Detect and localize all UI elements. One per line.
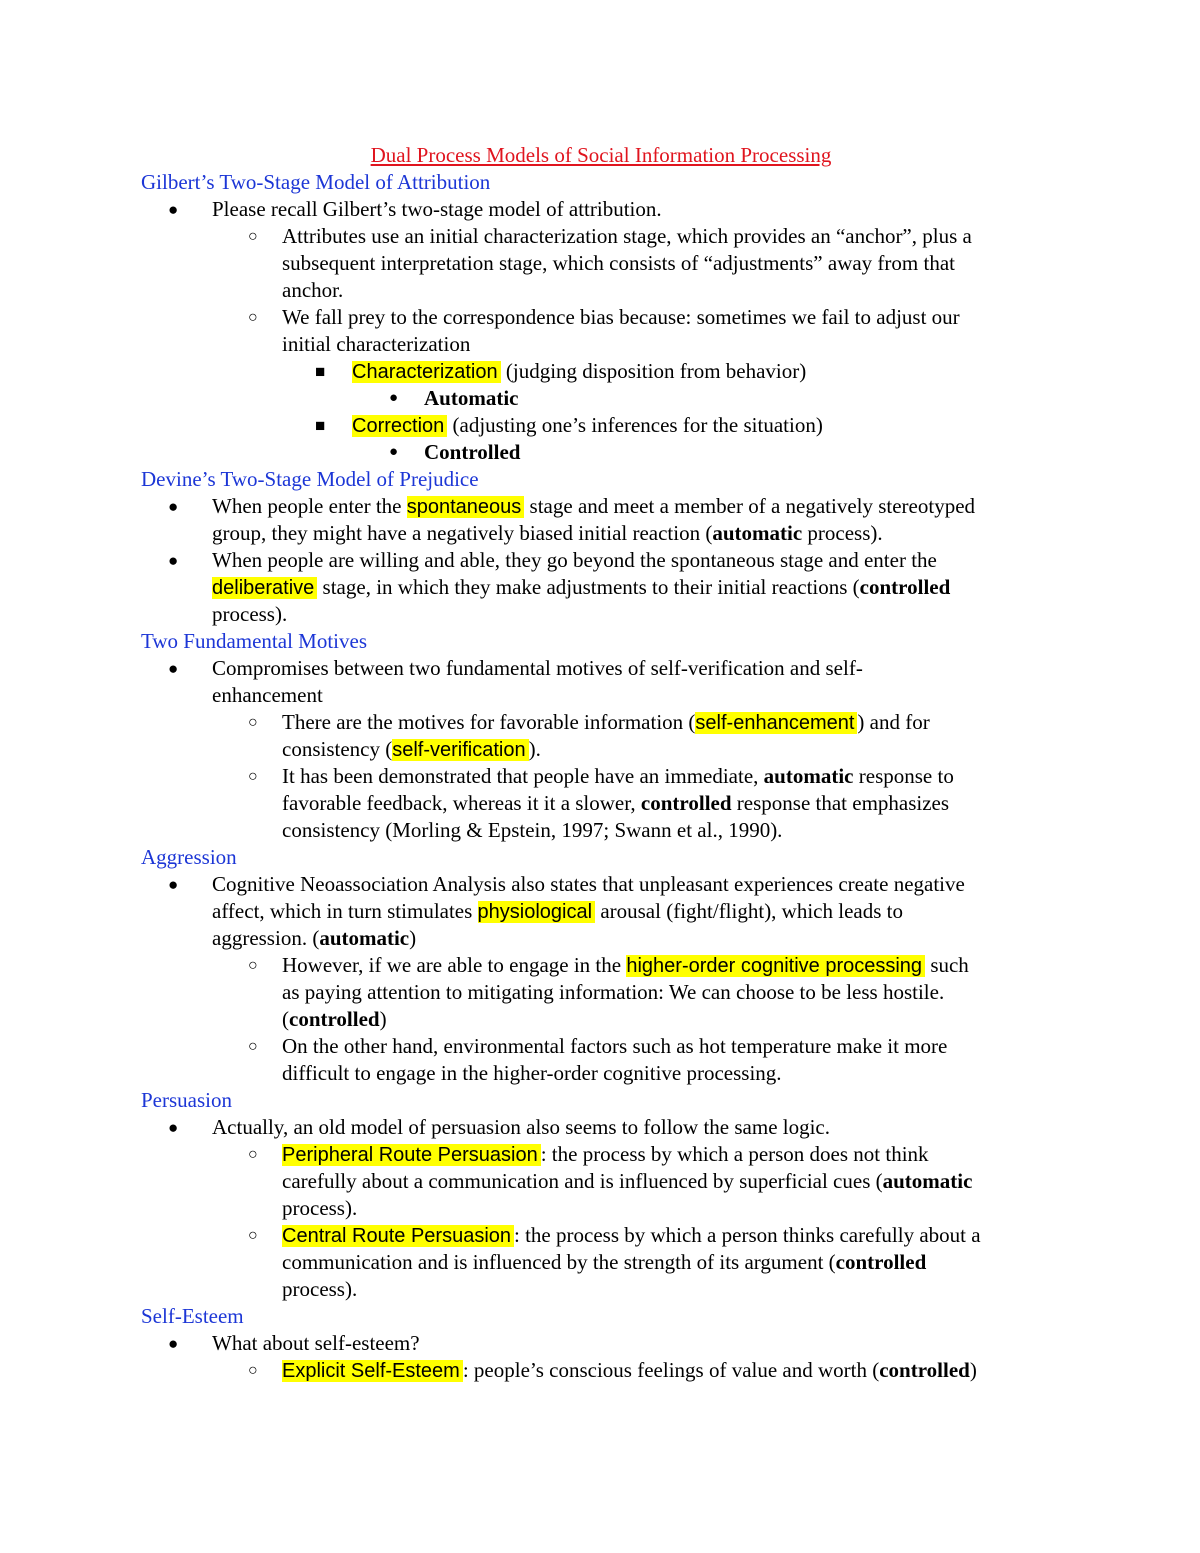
continuation-line: process).: [282, 1277, 358, 1301]
sub-bullet-item: ○ We fall prey to the correspondence bias because: sometimes we fail to adjust our: [248, 305, 960, 329]
bullet-item: ● What about self-esteem?: [168, 1331, 420, 1355]
highlight: Explicit Self-Esteem: [282, 1360, 463, 1382]
heading-gilbert: Gilbert’s Two-Stage Model of Attribution: [141, 170, 491, 194]
continuation-line: as paying attention to mitigating information: We can choose to be less hostile.: [282, 980, 945, 1004]
sub-bullet-item: ○ There are the motives for favorable information (self-enhancement ) and for: [248, 710, 930, 734]
circle-bullet-icon: ○: [248, 1038, 258, 1055]
disc-bullet-item: ● Controlled: [389, 440, 521, 464]
disc-bullet-icon: ●: [389, 444, 399, 460]
square-bullet-icon: ■: [315, 362, 326, 381]
continuation-line: consistency (self-verification ).: [282, 737, 541, 761]
disc-bullet-item: ● Automatic: [389, 386, 519, 410]
document-content: [141, 142, 1061, 1384]
highlight: physiological: [478, 901, 596, 923]
document-title: Dual Process Models of Social Information Processing: [370, 143, 832, 167]
sub-bullet-item: ○ Attributes use an initial characterization stage, which provides an “anchor”, plus a: [248, 224, 972, 248]
highlight: self-enhancement: [695, 712, 857, 734]
continuation-line: anchor.: [282, 278, 344, 302]
highlight: Characterization: [352, 361, 501, 383]
disc-bullet-icon: ●: [168, 1118, 179, 1137]
square-bullet-icon: ■: [315, 416, 326, 435]
circle-bullet-icon: ○: [248, 228, 258, 245]
circle-bullet-icon: ○: [248, 1362, 258, 1379]
disc-bullet-icon: ●: [168, 875, 179, 894]
square-bullet-item: ■ Characterization (judging disposition from behavior): [315, 359, 807, 383]
heading-persuasion: Persuasion: [141, 1088, 232, 1112]
highlight: Correction: [352, 415, 447, 437]
continuation-line: subsequent interpretation stage, which consists of “adjustments” away from that: [282, 251, 955, 275]
circle-bullet-icon: ○: [248, 768, 258, 785]
highlight: higher-order cognitive processing: [626, 955, 925, 977]
disc-bullet-icon: ●: [168, 200, 179, 219]
continuation-line: favorable feedback, whereas it it a slower, controlled response that emphasizes: [282, 791, 950, 815]
sub-bullet-item: ○ However, if we are able to engage in the higher-order cognitive processing such: [248, 953, 969, 977]
continuation-line: difficult to engage in the higher-order cognitive processing.: [282, 1061, 782, 1085]
continuation-line: initial characterization: [282, 332, 471, 356]
sub-bullet-item: ○ Explicit Self-Esteem : people’s conscious feelings of value and worth (controlled): [248, 1358, 977, 1382]
continuation-line: (controlled): [282, 1007, 387, 1031]
bullet-item: ● Cognitive Neoassociation Analysis also states that unpleasant experiences create negative: [168, 872, 965, 896]
highlight: self-verification: [392, 739, 528, 761]
highlight: deliberative: [212, 577, 317, 599]
sub-bullet-item: ○ Peripheral Route Persuasion : the process by which a person does not think: [248, 1142, 929, 1166]
heading-aggression: Aggression: [141, 845, 237, 869]
circle-bullet-icon: ○: [248, 309, 258, 326]
continuation-line: affect, which in turn stimulates physiological arousal (fight/flight), which leads to: [212, 899, 903, 923]
highlight: Central Route Persuasion: [282, 1225, 514, 1247]
sub-bullet-item: ○ On the other hand, environmental factors such as hot temperature make it more: [248, 1034, 948, 1058]
bullet-item: ● When people are willing and able, they go beyond the spontaneous stage and enter the: [168, 548, 937, 572]
continuation-line: enhancement: [212, 683, 323, 707]
sub-bullet-item: ○ Central Route Persuasion : the process by which a person thinks carefully about a: [248, 1223, 981, 1247]
continuation-line: deliberative stage, in which they make adjustments to their initial reactions (controlled: [212, 575, 951, 599]
circle-bullet-icon: ○: [248, 957, 258, 974]
disc-bullet-icon: ●: [168, 551, 179, 570]
heading-motives: Two Fundamental Motives: [141, 629, 368, 653]
circle-bullet-icon: ○: [248, 1146, 258, 1163]
bullet-item: ● Compromises between two fundamental motives of self-verification and self-: [168, 656, 863, 680]
continuation-line: process).: [282, 1196, 358, 1220]
continuation-line: group, they might have a negatively biased initial reaction (automatic process).: [212, 521, 883, 545]
bullet-item: ● When people enter the spontaneous stage and meet a member of a negatively stereotyped: [168, 494, 976, 518]
disc-bullet-icon: ●: [168, 1334, 179, 1353]
highlight: spontaneous: [407, 496, 525, 518]
continuation-line: aggression. (automatic): [212, 926, 417, 950]
sub-bullet-item: ○ It has been demonstrated that people have an immediate, automatic response to: [248, 764, 954, 788]
continuation-line: consistency (Morling & Epstein, 1997; Swann et al., 1990).: [282, 818, 783, 842]
heading-devine: Devine’s Two-Stage Model of Prejudice: [141, 467, 479, 491]
disc-bullet-icon: ●: [389, 390, 399, 406]
circle-bullet-icon: ○: [248, 1227, 258, 1244]
bullet-item: ● Please recall Gilbert’s two-stage model of attribution.: [168, 197, 662, 221]
highlight: Peripheral Route Persuasion: [282, 1144, 541, 1166]
continuation-line: communication and is influenced by the strength of its argument (controlled: [282, 1250, 927, 1274]
disc-bullet-icon: ●: [168, 659, 179, 678]
disc-bullet-icon: ●: [168, 497, 179, 516]
square-bullet-item: ■ Correction (adjusting one’s inferences for the situation): [315, 413, 823, 437]
heading-self-esteem: Self-Esteem: [141, 1304, 244, 1328]
continuation-line: carefully about a communication and is influenced by superficial cues (automatic: [282, 1169, 973, 1193]
bullet-item: ● Actually, an old model of persuasion also seems to follow the same logic.: [168, 1115, 831, 1139]
continuation-line: process).: [212, 602, 288, 626]
circle-bullet-icon: ○: [248, 714, 258, 731]
